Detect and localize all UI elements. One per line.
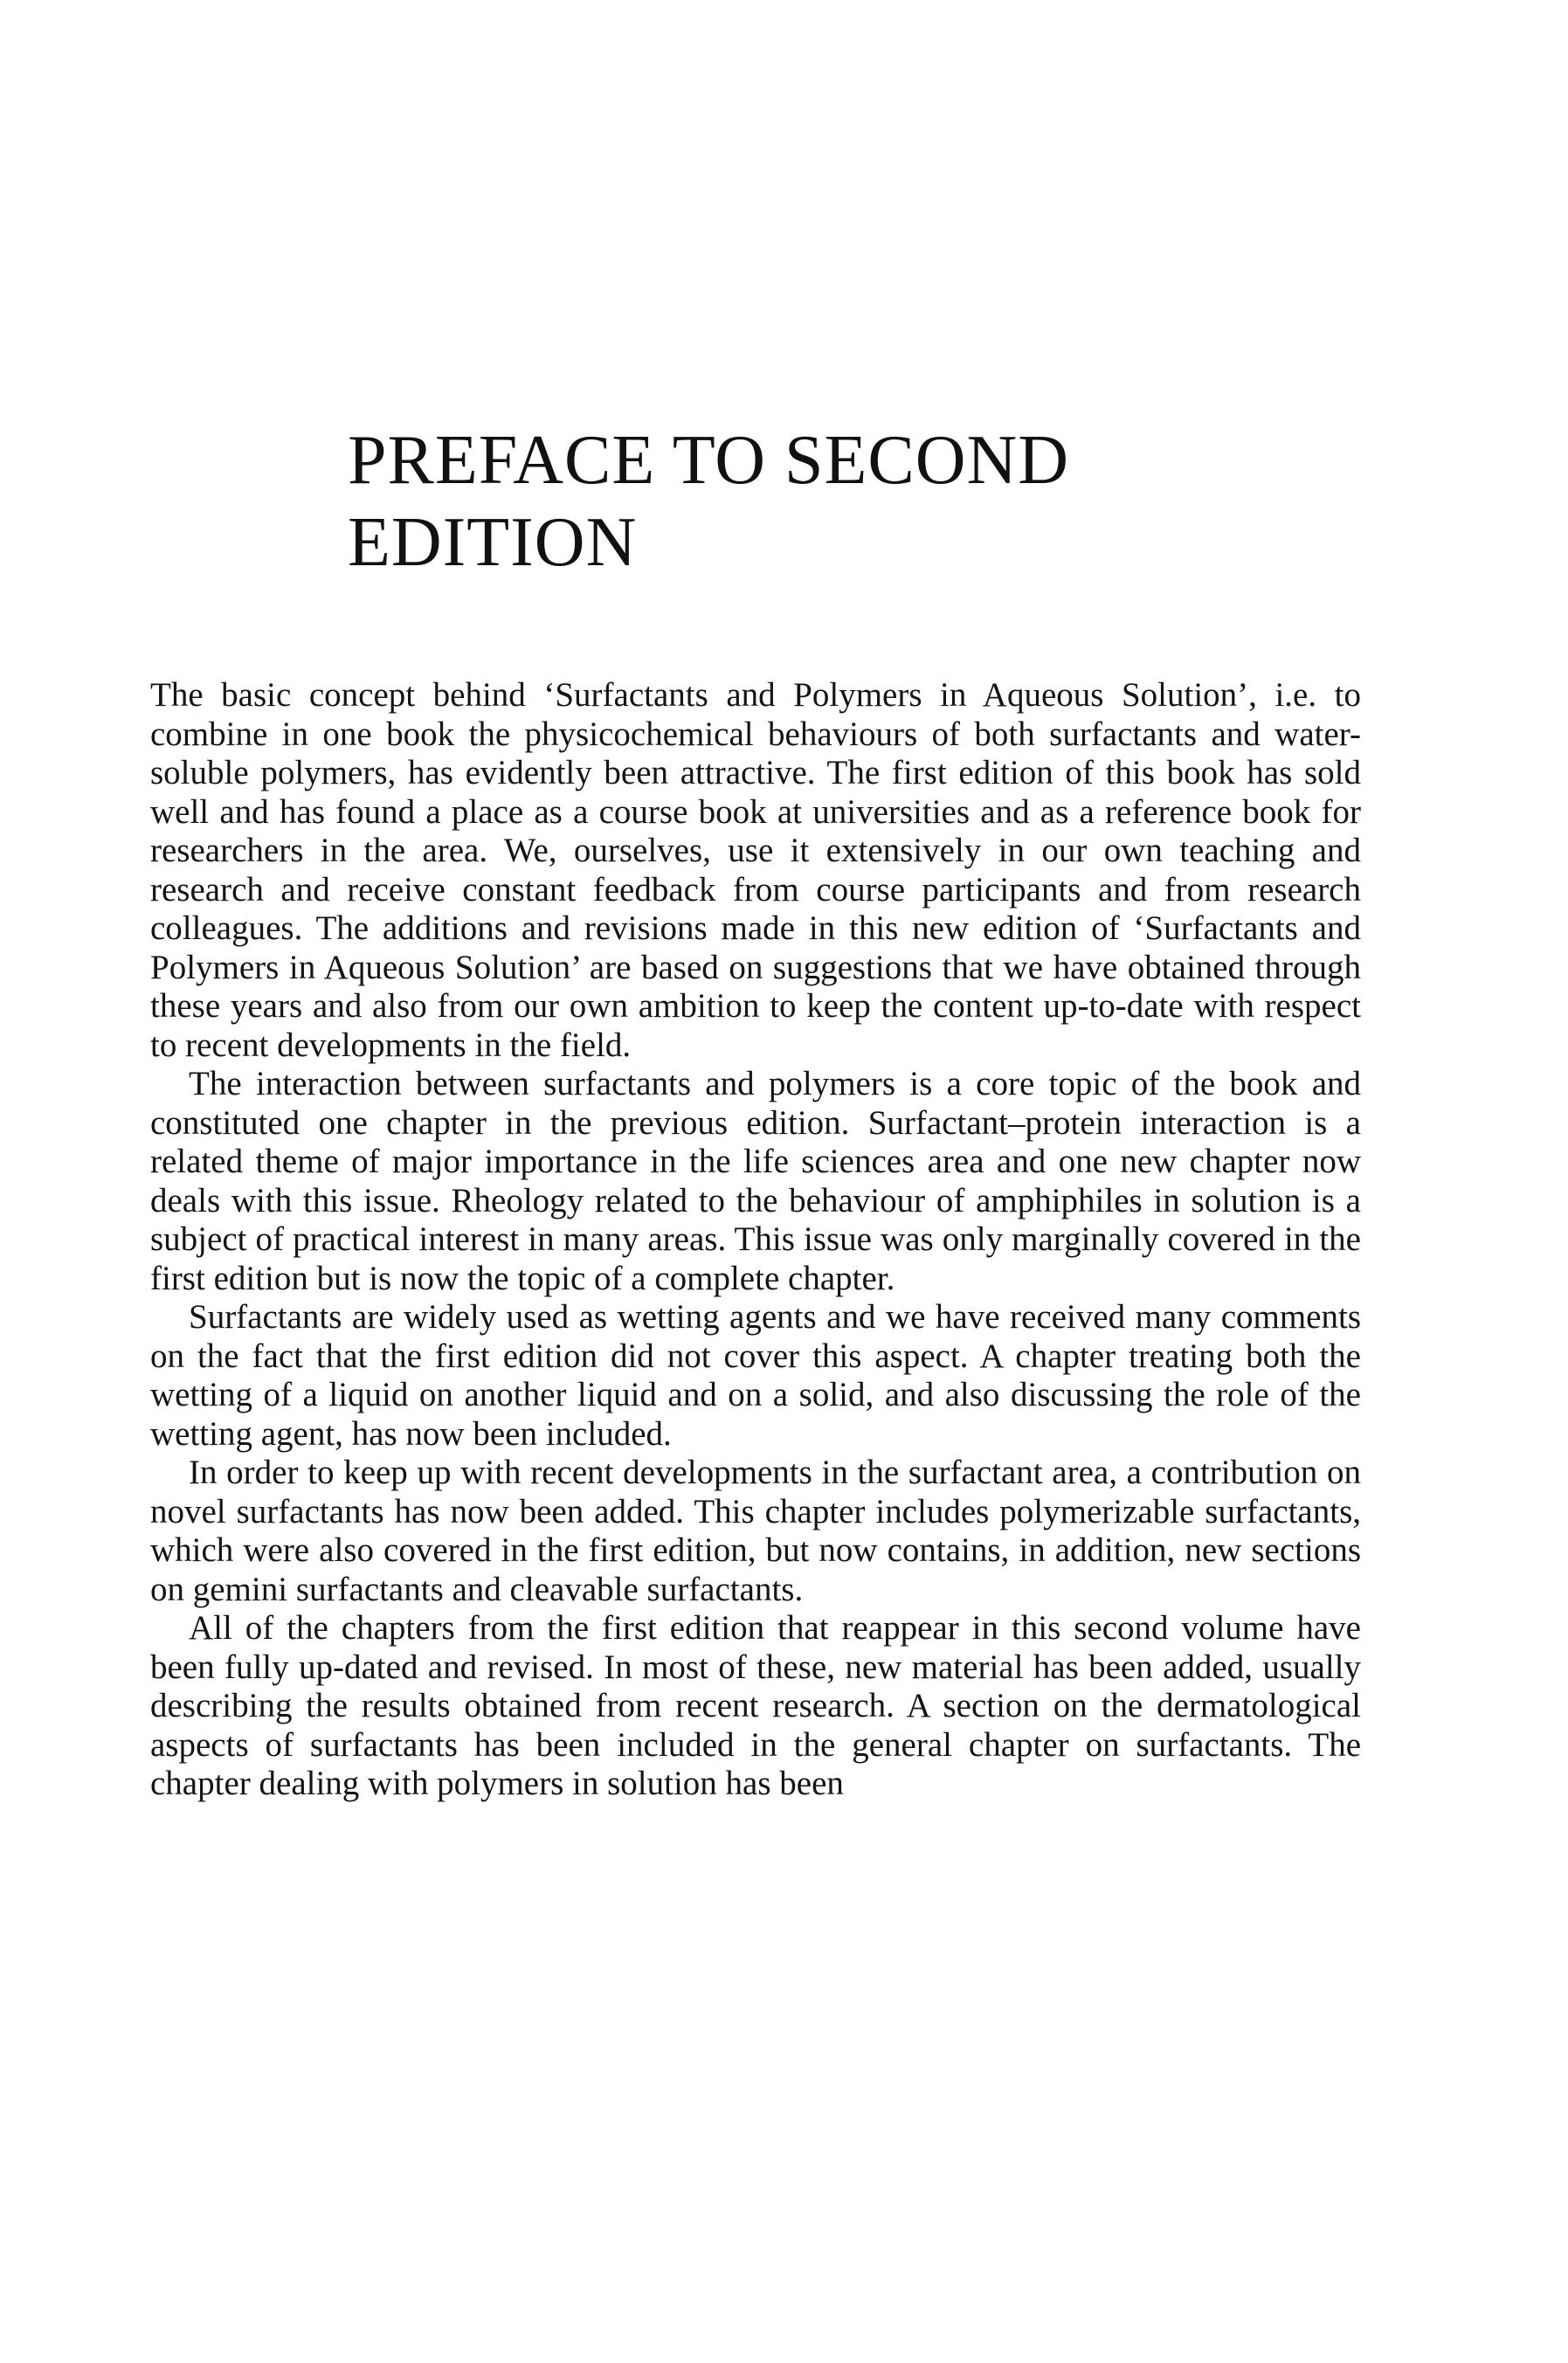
page-title: [348, 419, 1309, 584]
paragraph-3: Surfactants are widely used as wetting agents and we have received many comments on the fact that the first edition did not cover this aspect. A chapter treating both the wetting of a liquid on another liquid and on a solid, and also discussing the role of the wetting agent, has now been included.: [150, 1298, 1361, 1453]
paragraph-5: All of the chapters from the first edition that reappear in this second volume have been fully up-dated and revised. In most of these, new material has been added, usually describing the results obtained from recent research. A section on the dermatological aspects of surfactants has been included in the general chapter on surfactants. The chapter dealing with polymers in solution has been: [150, 1609, 1361, 1802]
paragraph-1: The basic concept behind ‘Surfactants and Polymers in Aqueous Solution’, i.e. to combine in one book the physicochemical behaviours of both surfactants and water-soluble polymers, has evidently been attractive. The first edition of this book has sold well and has found a place as a course book at universities and as a reference book for researchers in the area. We, ourselves, use it extensively in our own teaching and research and receive constant feedback from course participants and from research colleagues. The additions and revisions made in this new edition of ‘Surfactants and Polymers in Aqueous Solution’ are based on suggestions that we have obtained through these years and also from our own ambition to keep the content up-to-date with respect to recent developments in the field.: [150, 676, 1361, 1064]
title-line-2: EDITION: [348, 504, 638, 581]
paragraph-4: In order to keep up with recent developments in the surfactant area, a contribution on novel surfactants has now been added. This chapter includes polymerizable surfactants, which were also covered in the first edition, but now contains, in addition, new sections on gemini surfactants and cleavable surfactants.: [150, 1454, 1361, 1608]
title-line-1: PREFACE TO SECOND: [348, 422, 1070, 499]
preface-body: [150, 676, 1361, 1804]
paragraph-2: The interaction between surfactants and polymers is a core topic of the book and constituted one chapter in the previous edition. Surfactant–protein interaction is a related theme of major importance in the life sciences area and one new chapter now deals with this issue. Rheology related to the behaviour of amphiphiles in solution is a subject of practical interest in many areas. This issue was only marginally covered in the first edition but is now the topic of a complete chapter.: [150, 1065, 1361, 1297]
